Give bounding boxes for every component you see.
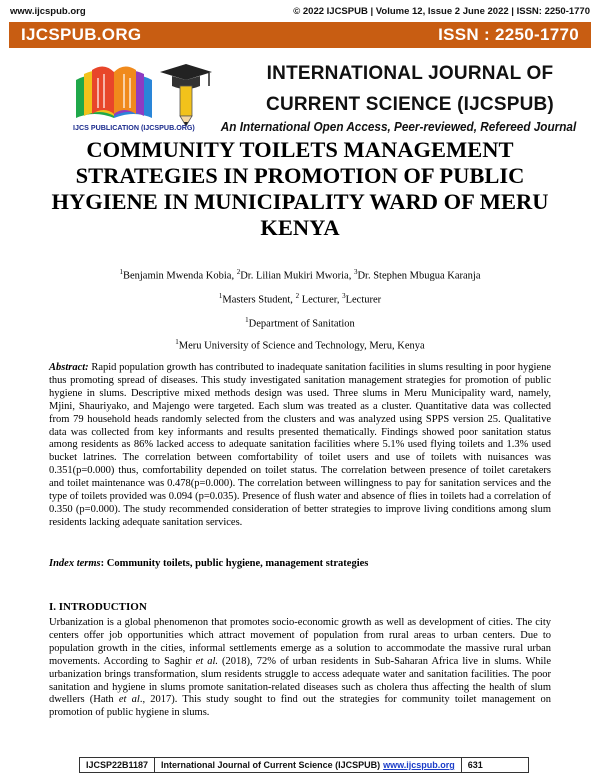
author-2: Dr. Lilian Mukiri Mworia, [240, 270, 354, 282]
logo-caption: IJCS PUBLICATION (IJCSPUB.ORG) [73, 123, 195, 132]
index-terms-label: Index terms [49, 558, 101, 569]
footer-url-link[interactable]: www.ijcspub.org [383, 760, 455, 770]
journal-banner [9, 22, 591, 48]
page-footer [79, 757, 529, 773]
abstract-label: Abstract: [49, 362, 89, 373]
author-roles: $^1$Masters Student, $^2$ Lecturer, $^3$Lecturer [218, 292, 382, 306]
author-list: $^1$Benjamin Mwenda Kobia, $^2$Dr. Lilian Mukiri Mworia, $^3$Dr. Stephen Mbugua Karanja [119, 268, 481, 282]
journal-tagline: An International Open Access, Peer-reviewed, Refereed Journal [220, 120, 577, 134]
introduction-paragraph: Urbanization is a global phenomenon that promotes socio-economic growth as well as development of cities. The city centers offer job opportunities which attract movement of population from rural areas to urban centers. Due to population growth in the cities, informal settlements emerge as a solution to accommodate the massive rural urban movements. According to Saghir et al. (2018), 72% of urban residents in Sub-Saharan Africa live in slums. While urbanization brings transformation, slum residents struggle to access adequate water and sanitation facilities. The poor sanitation and hygiene in slums promote sanitation-related diseases such as cholera thus affecting the health of slum dwellers (Hath et al., 2017). This study sought to find out the strategies for community toilet management on promotion of public hygiene in slums. [49, 617, 551, 719]
footer-page-number: 631 [467, 760, 483, 770]
index-terms [49, 558, 551, 569]
author-department: $^1$Department of Sanitation [245, 316, 355, 330]
issue-info: © 2022 IJCSPUB | Volume 12, Issue 2 June 2022 | ISSN: 2250-1770 [293, 5, 590, 17]
author-3: Dr. Stephen Mbugua Karanja [357, 270, 481, 282]
site-link[interactable]: www.ijcspub.org [10, 5, 86, 17]
running-header [10, 4, 590, 18]
index-terms-text: : Community toilets, public hygiene, management strategies [100, 558, 369, 569]
banner-issn: ISSN : 2250-1770 [438, 25, 579, 44]
author-1: Benjamin Mwenda Kobia, [122, 270, 237, 282]
footer-journal: International Journal of Current Science (IJCSPUB) www.ijcspub.org [155, 758, 462, 772]
banner-site: IJCSPUB.ORG [21, 25, 142, 44]
section-heading: I. INTRODUCTION [49, 601, 147, 613]
paper-title: COMMUNITY TOILETS MANAGEMENT STRATEGIES IN PROMOTION OF PUBLIC HYGIENE IN MUNICIPALITY WARD OF MERU KENYA [51, 137, 549, 240]
journal-title-line2: CURRENT SCIENCE (IJCSPUB) [266, 94, 554, 115]
footer-paper-id: IJCSP22B1187 [80, 758, 155, 772]
author-affiliation: $^1$Meru University of Science and Technology, Meru, Kenya [175, 338, 425, 352]
abstract [49, 362, 551, 530]
abstract-text: Rapid population growth has contributed to inadequate sanitation facilities in slums resulting in poor hygiene thus promoting spread of diseases. This study investigated sanitation management strategies for promotion of public hygiene in slums. Descriptive mixed methods design was used. Three slums in Meru Municipality ward, namely, Mjini, Shauriyako, and Majengo were targeted. Each slum was treated as a cluster. Quantitative data was collected from 79 household heads randomly selected from the clusters and was analyzed using SPPS version 25. Qualitative data was collected from key informants and results presented thematically. Findings showed poor sanitation status among residents as 86% lacked access to adequate sanitation facilities where 5.1% used flying toilets and 1.3% used bucket latrines. The correlation between comfortability of toilet users and use of toilets with nuisances was 0.351(p=0.000) thus, comfortability depended on toilet status. The correlation between presence of toilet caretakers and toilet maintenance was 0.478(p=0.000). The correlation between willingness to pay for sanitation services and the type of toilets provided was 0.094 (p=0.035). Presence of flush water and absence of flies in toilets had a correlation of 0.350 (p=0.000). The study recommended consideration of better strategies to improve living conditions among slum residents lacking adequate sanitation services. [49, 362, 551, 528]
journal-title-line1: INTERNATIONAL JOURNAL OF [266, 63, 554, 84]
